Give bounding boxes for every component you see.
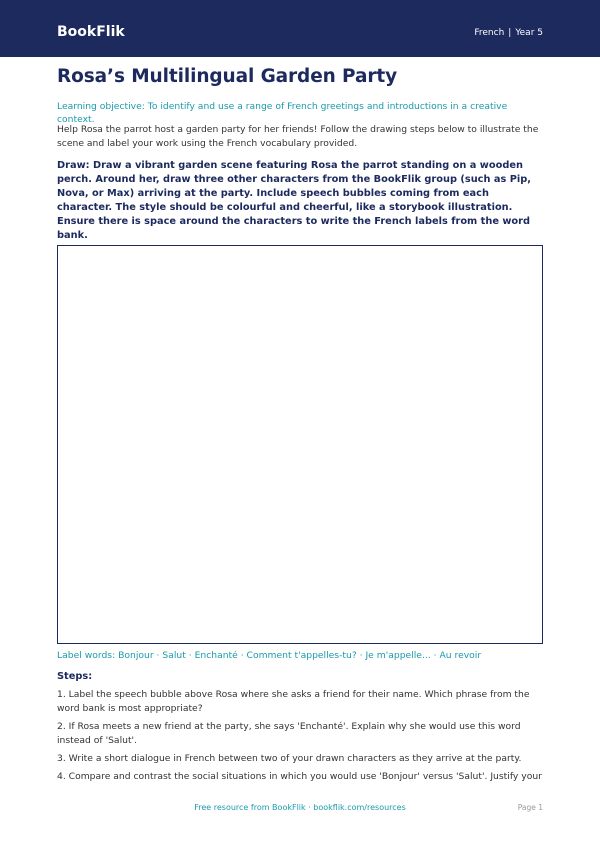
label-word-bank: Label words: Bonjour · Salut · Enchanté · Comment t'appelles-tu? · Je m'appelle... · Au revoir <box>57 650 482 661</box>
steps-heading: Steps: <box>57 671 93 682</box>
step-item: 2. If Rosa meets a new friend at the party, she says 'Enchanté'. Explain why she would use this word instead of 'Salut'. <box>57 721 521 746</box>
year-label: Year 5 <box>515 28 543 38</box>
page-title: Rosa’s Multilingual Garden Party <box>57 66 398 87</box>
intro-text: Help Rosa the parrot host a garden party for her friends! Follow the drawing steps below to illustrate the scene and label your work using the French vocabulary provided. <box>57 124 539 149</box>
draw-instruction: Draw: Draw a vibrant garden scene featuring Rosa the parrot standing on a wooden perch. Around her, draw three other characters from the BookFlik group (such as Pip, Nova, or Max) arriving at the party. Include speech bubbles coming from each character. The style should be colourful and cheerful, like a storybook illustration. Ensure there is space around the characters to write the French labels from the word bank. <box>57 160 531 241</box>
footer-resource-link[interactable]: Free resource from BookFlik · bookflik.com/resources <box>194 803 406 812</box>
page-number: Page 1 <box>517 803 543 812</box>
steps-list <box>57 688 545 784</box>
step-item: 4. Compare and contrast the social situations in which you would use 'Bonjour' versus 'Salut'. Justify your <box>57 771 542 782</box>
subject-year <box>474 27 543 39</box>
subject-label: French <box>474 28 505 38</box>
step-item: 1. Label the speech bubble above Rosa where she asks a friend for their name. Which phrase from the word bank is most appropriate? <box>57 689 530 714</box>
learning-objective: Learning objective: To identify and use a range of French greetings and introductions in a creative context. <box>57 101 508 125</box>
brand-logo: BookFlik <box>57 24 125 40</box>
drawing-area[interactable] <box>57 245 543 644</box>
meta-separator: | <box>508 28 512 38</box>
header-bar <box>0 0 600 57</box>
step-item: 3. Write a short dialogue in French between two of your drawn characters as they arrive at the party. <box>57 753 522 764</box>
